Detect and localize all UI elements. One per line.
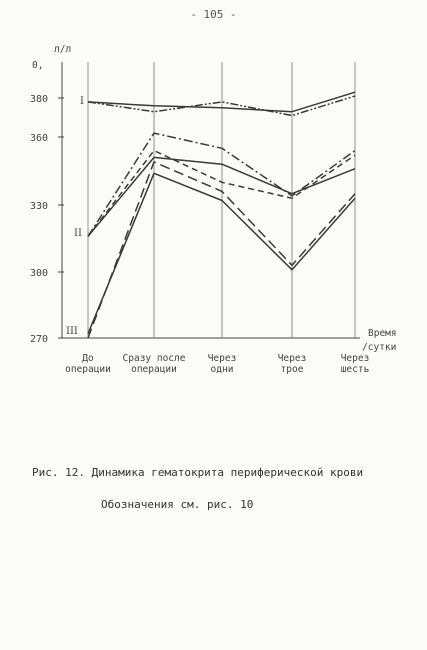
series-mark-II: II bbox=[74, 228, 82, 239]
figure-caption: Рис. 12. Динамика гематокрита периферической крови bbox=[32, 466, 364, 479]
x-tick-label-0-0: До bbox=[82, 353, 94, 364]
y-prefix-label: 0, bbox=[32, 60, 44, 71]
y-tick-label-380: 380 bbox=[30, 94, 49, 105]
series-mark-I: I bbox=[80, 96, 84, 107]
y-tick-label-330: 330 bbox=[30, 201, 49, 212]
x-tick-label-2-0: Через bbox=[207, 353, 237, 364]
series-lines bbox=[88, 92, 355, 338]
x-tick-label-4-1: шесть bbox=[340, 364, 370, 375]
x-axis-label-line2: /сутки bbox=[362, 342, 397, 353]
series-mark-III: III bbox=[66, 326, 78, 337]
y-ticks bbox=[30, 94, 64, 345]
x-tick-labels bbox=[65, 353, 369, 375]
y-unit-label: л/л bbox=[54, 44, 72, 55]
x-tick-label-1-1: операции bbox=[131, 364, 177, 375]
y-tick-label-270: 270 bbox=[30, 334, 49, 345]
x-axis-label-line1: Время bbox=[368, 328, 397, 339]
series-line-7 bbox=[88, 173, 355, 333]
series-line-2 bbox=[88, 96, 355, 116]
y-tick-label-300: 300 bbox=[30, 268, 49, 279]
series-line-4 bbox=[88, 157, 355, 236]
x-tick-label-3-1: трое bbox=[280, 364, 304, 375]
x-tick-label-2-1: одни bbox=[210, 364, 234, 375]
figure-note: Обозначения см. рис. 10 bbox=[101, 498, 254, 511]
x-tick-label-0-1: операции bbox=[65, 364, 111, 375]
page-number: - 105 - bbox=[190, 8, 237, 21]
x-tick-label-1-0: Сразу после bbox=[122, 353, 186, 364]
x-tick-label-3-0: Через bbox=[277, 353, 307, 364]
y-tick-label-360: 360 bbox=[30, 133, 49, 144]
x-tick-label-4-0: Через bbox=[340, 353, 370, 364]
